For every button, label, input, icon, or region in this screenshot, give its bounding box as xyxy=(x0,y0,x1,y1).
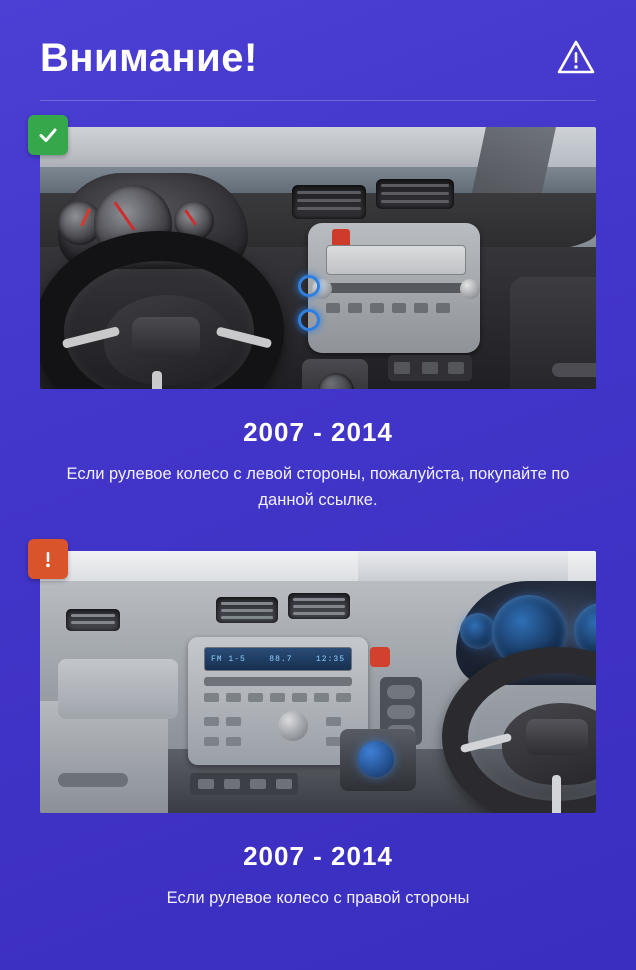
exclamation-icon xyxy=(28,539,68,579)
lhd-dashboard-image xyxy=(40,127,596,389)
lhd-block xyxy=(40,127,596,513)
lhd-photo-wrap xyxy=(40,127,596,389)
header-divider xyxy=(40,100,596,101)
rhd-dashboard-image xyxy=(40,551,596,813)
radio-frequency: 88.7 xyxy=(269,654,293,664)
check-icon xyxy=(28,115,68,155)
warning-triangle-icon xyxy=(556,38,596,78)
radio-band: FM 1-5 xyxy=(211,654,246,664)
page-header xyxy=(40,0,596,100)
page-title: Внимание! xyxy=(40,36,258,80)
rhd-block xyxy=(40,551,596,912)
radio-display xyxy=(204,647,352,671)
rhd-description: Если рулевое колесо с правой стороны xyxy=(166,889,470,908)
rhd-photo-wrap xyxy=(40,551,596,813)
rhd-year-label: 2007 - 2014 xyxy=(243,841,393,872)
lhd-year-label: 2007 - 2014 xyxy=(243,417,393,447)
radio-clock: 12:35 xyxy=(315,654,345,664)
lhd-description: Если рулевое колесо с левой стороны, пожалуйста, покупайте по данной ссылке. xyxy=(66,465,570,509)
